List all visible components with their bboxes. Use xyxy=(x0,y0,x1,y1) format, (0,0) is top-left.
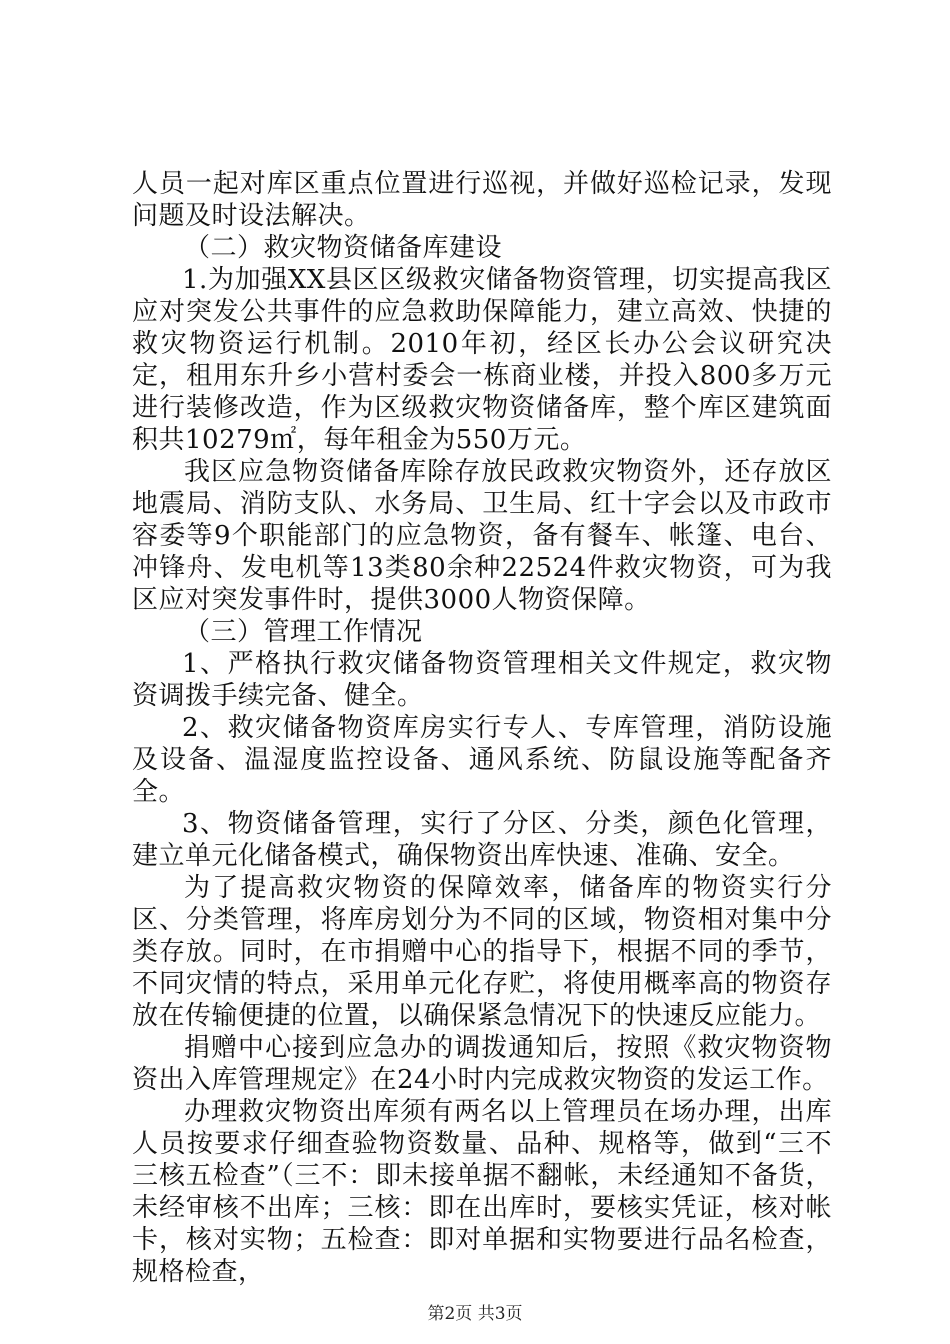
section-heading-3: （三）管理工作情况 xyxy=(184,617,423,647)
paragraph-item-2: 2、救灾储备物资库房实行专人、专库管理，消防设施及设备、温湿度监控设备、通风系统、防鼠设施等配备齐全。 xyxy=(132,713,832,807)
page-footer: 第2页 共3页 xyxy=(427,1304,523,1324)
document-body xyxy=(132,168,832,1288)
section-heading-2: （二）救灾物资储备库建设 xyxy=(184,233,503,263)
paragraph-dispatch: 捐赠中心接到应急办的调拨通知后，按照《救灾物资物资出入库管理规定》在24小时内完成救灾物资的发运工作。 xyxy=(132,1033,832,1095)
paragraph-warehouse-contents: 我区应急物资储备库除存放民政救灾物资外，还存放区地震局、消防支队、水务局、卫生局、红十字会以及市政市容委等9个职能部门的应急物资，备有餐车、帐篷、电台、冲锋舟、发电机等13类80余种22524件救灾物资，可为我区应对突发事件时，提供3000人物资保障。 xyxy=(132,457,832,615)
paragraph-item-1: 1、严格执行救灾储备物资管理相关文件规定，救灾物资调拨手续完备、健全。 xyxy=(132,649,832,711)
paragraph-efficiency: 为了提高救灾物资的保障效率，储备库的物资实行分区、分类管理，将库房划分为不同的区域，物资相对集中分类存放。同时，在市捐赠中心的指导下，根据不同的季节，不同灾情的特点，采用单元化存贮，将使用概率高的物资存放在传输便捷的位置，以确保紧急情况下的快速反应能力。 xyxy=(132,873,832,1031)
paragraph-outbound-procedure: 办理救灾物资出库须有两名以上管理员在场办理，出库人员按要求仔细查验物资数量、品种、规格等，做到“三不三核五检查”（三不：即未接单据不翻帐，未经通知不备货，未经审核不出库；三核：即在出库时，要核实凭证，核对帐卡，核对实物；五检查：即对单据和实物要进行品名检查，规格检查， xyxy=(132,1097,832,1287)
paragraph-item-3: 3、物资储备管理，实行了分区、分类，颜色化管理，建立单元化储备模式，确保物资出库快速、准确、安全。 xyxy=(132,809,832,871)
paragraph-continuation: 人员一起对库区重点位置进行巡视，并做好巡检记录，发现问题及时设法解决。 xyxy=(132,169,832,231)
paragraph-warehouse-construction: 1.为加强XX县区区级救灾储备物资管理，切实提高我区应对突发公共事件的应急救助保障能力，建立高效、快捷的救灾物资运行机制。2010年初，经区长办公会议研究决定，租用东升乡小营村委会一栋商业楼，并投入800多万元进行装修改造，作为区级救灾物资储备库，整个库区建筑面积共10279㎡，每年租金为550万元。 xyxy=(132,265,832,455)
